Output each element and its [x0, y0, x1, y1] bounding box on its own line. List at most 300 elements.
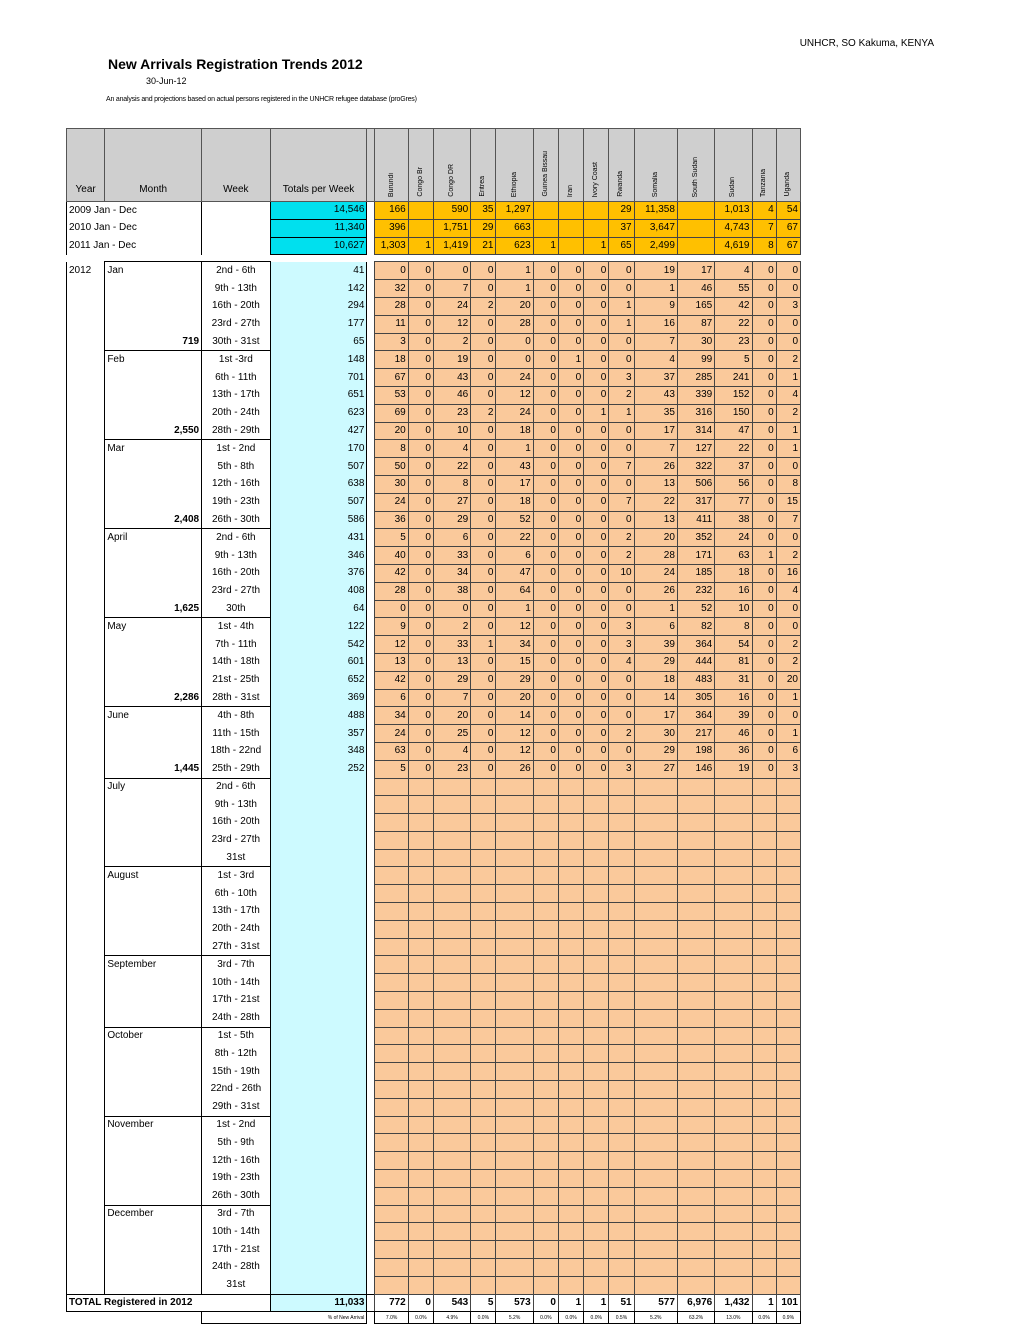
country-value: 2 [433, 618, 470, 636]
month-cell [105, 369, 202, 387]
week-row [67, 1276, 801, 1294]
week-total: 348 [270, 742, 367, 760]
country-value [634, 938, 677, 956]
country-value [375, 1116, 408, 1134]
country-value [634, 956, 677, 974]
spacer-cell [367, 1223, 375, 1241]
country-value: 0 [584, 689, 609, 707]
week-cell [202, 202, 271, 220]
week-label: 30th [202, 600, 271, 618]
week-total: 638 [270, 475, 367, 493]
week-label: 9th - 13th [202, 796, 271, 814]
spacer-cell [367, 404, 375, 422]
country-value [715, 1241, 752, 1259]
prior-year-row [67, 219, 801, 237]
country-value [715, 1259, 752, 1277]
country-value: 165 [677, 297, 714, 315]
country-value [677, 778, 714, 796]
country-value [408, 956, 433, 974]
country-value [677, 831, 714, 849]
week-label: 1st - 2nd [202, 440, 271, 458]
month-cell [105, 1134, 202, 1152]
country-value [752, 1259, 776, 1277]
week-label: 26th - 30th [202, 1187, 271, 1205]
country-value [634, 974, 677, 992]
month-cell [105, 1081, 202, 1099]
country-value: 12 [496, 386, 533, 404]
spacer-cell [367, 796, 375, 814]
year-cell [67, 1205, 105, 1223]
country-value: 0 [558, 582, 583, 600]
spacer-cell [367, 129, 375, 202]
country-header-label: Congo DR [448, 164, 456, 197]
percent-label: % of New Arrival [202, 1312, 367, 1324]
country-value [677, 920, 714, 938]
country-value: 0 [471, 671, 496, 689]
country-value: 506 [677, 475, 714, 493]
country-value: 0 [558, 742, 583, 760]
country-value [677, 1259, 714, 1277]
country-value: 28 [375, 582, 408, 600]
country-value [677, 1276, 714, 1294]
country-value: 24 [496, 369, 533, 387]
country-header-label: Sudan [729, 176, 737, 197]
year-cell [67, 280, 105, 298]
week-total [270, 778, 367, 796]
country-value: 15 [496, 653, 533, 671]
country-value [609, 1205, 634, 1223]
country-value: 483 [677, 671, 714, 689]
year-cell [67, 351, 105, 369]
page-title: New Arrivals Registration Trends 2012 [108, 56, 363, 72]
month-label: August [105, 867, 202, 885]
country-value: 0 [752, 404, 776, 422]
week-label: 28th - 31st [202, 689, 271, 707]
country-value: 24 [375, 493, 408, 511]
country-total: 573 [496, 1294, 533, 1312]
country-value [677, 1063, 714, 1081]
country-total: 0 [408, 1294, 433, 1312]
week-row [67, 867, 801, 885]
country-value [496, 974, 533, 992]
week-total: 41 [270, 262, 367, 280]
week-total [270, 1045, 367, 1063]
country-value: 0 [558, 600, 583, 618]
country-value [433, 920, 470, 938]
country-value [609, 920, 634, 938]
month-cell [105, 1241, 202, 1259]
week-label: 30th - 31st [202, 333, 271, 351]
country-value: 6 [634, 618, 677, 636]
country-value [496, 992, 533, 1010]
week-header: Week [202, 129, 271, 202]
week-total [270, 831, 367, 849]
year-cell [67, 547, 105, 565]
country-value [433, 992, 470, 1010]
spacer-cell [367, 1027, 375, 1045]
country-header [584, 129, 609, 202]
country-value: 0 [558, 493, 583, 511]
country-value: 23 [715, 333, 752, 351]
country-value: 0 [558, 315, 583, 333]
country-value [375, 1205, 408, 1223]
country-value: 46 [433, 386, 470, 404]
month-cell [105, 725, 202, 743]
week-total [270, 1081, 367, 1099]
country-value [584, 1081, 609, 1099]
week-total [270, 956, 367, 974]
country-value: 0 [471, 351, 496, 369]
week-row [67, 404, 801, 422]
country-value [533, 1009, 558, 1027]
country-value [471, 1259, 496, 1277]
month-label: July [105, 778, 202, 796]
country-value: 0 [471, 653, 496, 671]
week-label: 1st - 5th [202, 1027, 271, 1045]
week-total [270, 796, 367, 814]
arrivals-table-container [66, 128, 801, 1321]
country-value: 42 [715, 297, 752, 315]
country-header [609, 129, 634, 202]
country-value: 42 [375, 564, 408, 582]
country-value: 0 [471, 386, 496, 404]
country-value [375, 849, 408, 867]
spacer-cell [367, 1187, 375, 1205]
year-cell [67, 333, 105, 351]
country-value: 26 [634, 458, 677, 476]
country-value [776, 956, 800, 974]
country-header [408, 129, 433, 202]
country-value [715, 778, 752, 796]
country-value: 0 [558, 280, 583, 298]
country-value [375, 814, 408, 832]
year-cell [67, 920, 105, 938]
country-value: 0 [471, 618, 496, 636]
country-value [471, 885, 496, 903]
country-value: 36 [375, 511, 408, 529]
country-value: 0 [533, 404, 558, 422]
country-value [375, 1009, 408, 1027]
country-value: 0 [533, 440, 558, 458]
country-value [752, 831, 776, 849]
country-value [609, 903, 634, 921]
country-value [408, 814, 433, 832]
week-total: 357 [270, 725, 367, 743]
week-label: 18th - 22nd [202, 742, 271, 760]
country-value [533, 831, 558, 849]
week-label: 23rd - 27th [202, 582, 271, 600]
country-value: 10 [433, 422, 470, 440]
empty-cell [67, 1312, 202, 1324]
country-percent: 0.9% [776, 1312, 800, 1324]
country-value: 0 [752, 369, 776, 387]
country-header-label: Somalia [651, 171, 659, 197]
week-label: 24th - 28th [202, 1259, 271, 1277]
spacer-cell [367, 1081, 375, 1099]
prior-year-row [67, 202, 801, 220]
week-total: 294 [270, 297, 367, 315]
country-value [677, 1241, 714, 1259]
country-value [634, 1152, 677, 1170]
country-value: 0 [776, 333, 800, 351]
country-value: 150 [715, 404, 752, 422]
country-value: 63 [375, 742, 408, 760]
country-value [533, 1205, 558, 1223]
spacer-cell [367, 1116, 375, 1134]
country-value: 3 [609, 369, 634, 387]
week-total: 701 [270, 369, 367, 387]
spacer-cell [367, 440, 375, 458]
country-value [375, 796, 408, 814]
report-description: An analysis and projections based on actual persons registered in the UNHCR refugee database (proGres) [106, 96, 417, 103]
country-value [715, 814, 752, 832]
country-value [752, 1205, 776, 1223]
country-value: 0 [609, 422, 634, 440]
country-value: 18 [375, 351, 408, 369]
country-value: 0 [584, 297, 609, 315]
country-value: 0 [584, 475, 609, 493]
country-value: 0 [584, 351, 609, 369]
country-value [609, 814, 634, 832]
country-value: 1 [558, 351, 583, 369]
country-value: 14 [634, 689, 677, 707]
month-subtotal [105, 1276, 202, 1294]
country-value: 0 [584, 315, 609, 333]
week-total [270, 974, 367, 992]
country-value: 0 [558, 547, 583, 565]
country-value: 0 [752, 315, 776, 333]
country-value [677, 814, 714, 832]
country-value [634, 814, 677, 832]
country-value: 0 [471, 475, 496, 493]
country-value: 0 [533, 511, 558, 529]
country-value: 1 [776, 369, 800, 387]
country-value [471, 1063, 496, 1081]
country-value: 0 [752, 458, 776, 476]
week-total: 488 [270, 707, 367, 725]
country-total: 1 [558, 1294, 583, 1312]
country-value: 2,499 [634, 237, 677, 255]
country-value: 217 [677, 725, 714, 743]
country-value: 17 [634, 422, 677, 440]
country-value [752, 992, 776, 1010]
country-value: 16 [715, 582, 752, 600]
week-row [67, 778, 801, 796]
country-value [776, 849, 800, 867]
month-subtotal: 2,408 [105, 511, 202, 529]
country-value: 352 [677, 529, 714, 547]
country-value [375, 1259, 408, 1277]
week-label: 8th - 12th [202, 1045, 271, 1063]
week-label: 23rd - 27th [202, 831, 271, 849]
country-value [375, 1045, 408, 1063]
country-value: 1 [496, 280, 533, 298]
country-value: 2 [471, 297, 496, 315]
country-value: 28 [496, 315, 533, 333]
country-value: 0 [752, 600, 776, 618]
month-label: November [105, 1116, 202, 1134]
country-value: 0 [558, 564, 583, 582]
month-label: September [105, 956, 202, 974]
country-value [558, 956, 583, 974]
week-total: 542 [270, 636, 367, 654]
country-value: 0 [752, 636, 776, 654]
country-value [677, 867, 714, 885]
country-value [471, 814, 496, 832]
country-value [776, 831, 800, 849]
spacer-cell [367, 369, 375, 387]
week-label: 5th - 8th [202, 458, 271, 476]
month-subtotal [105, 1187, 202, 1205]
country-value: 63 [715, 547, 752, 565]
country-value: 24 [496, 404, 533, 422]
country-value [677, 796, 714, 814]
country-value [471, 1223, 496, 1241]
country-value [609, 938, 634, 956]
year-cell [67, 1027, 105, 1045]
country-value: 17 [677, 262, 714, 280]
country-value: 0 [558, 333, 583, 351]
country-header [634, 129, 677, 202]
country-value [433, 1259, 470, 1277]
month-subtotal: 1,625 [105, 600, 202, 618]
country-value: 0 [408, 511, 433, 529]
week-total: 586 [270, 511, 367, 529]
country-value: 18 [496, 493, 533, 511]
country-value: 0 [408, 297, 433, 315]
country-value [634, 831, 677, 849]
country-header-label: Rwanda [617, 171, 625, 197]
week-label: 1st - 4th [202, 618, 271, 636]
country-value [408, 1241, 433, 1259]
country-value: 29 [471, 219, 496, 237]
country-value [776, 885, 800, 903]
spacer-cell [367, 564, 375, 582]
country-value [609, 1259, 634, 1277]
country-value: 28 [634, 547, 677, 565]
week-total [270, 1187, 367, 1205]
spacer-cell [367, 636, 375, 654]
country-value: 0 [408, 618, 433, 636]
country-value [677, 219, 714, 237]
country-header [533, 129, 558, 202]
country-value [496, 1205, 533, 1223]
week-row [67, 671, 801, 689]
week-row [67, 920, 801, 938]
country-value: 0 [558, 422, 583, 440]
country-value [609, 831, 634, 849]
country-percent: 5.2% [634, 1312, 677, 1324]
year-cell [67, 814, 105, 832]
country-value: 0 [584, 386, 609, 404]
country-value: 339 [677, 386, 714, 404]
country-header [375, 129, 408, 202]
week-total [270, 1170, 367, 1188]
country-value: 29 [433, 511, 470, 529]
country-value [715, 974, 752, 992]
country-value: 34 [375, 707, 408, 725]
country-value [776, 814, 800, 832]
country-value: 13 [433, 653, 470, 671]
country-value: 0 [558, 636, 583, 654]
country-value [609, 1027, 634, 1045]
country-value: 18 [496, 422, 533, 440]
year-cell [67, 742, 105, 760]
month-cell [105, 885, 202, 903]
week-label: 19th - 23th [202, 1170, 271, 1188]
country-value [433, 1134, 470, 1152]
country-value [375, 778, 408, 796]
week-row [67, 742, 801, 760]
country-value [558, 1152, 583, 1170]
country-value: 171 [677, 547, 714, 565]
country-value [677, 992, 714, 1010]
week-row [67, 1223, 801, 1241]
country-value: 2 [609, 386, 634, 404]
country-value: 67 [776, 219, 800, 237]
country-value: 0 [408, 386, 433, 404]
week-total [270, 920, 367, 938]
country-value: 0 [584, 511, 609, 529]
country-value: 67 [776, 237, 800, 255]
week-total [270, 885, 367, 903]
country-value [584, 974, 609, 992]
country-value [471, 974, 496, 992]
country-total: 6,976 [677, 1294, 714, 1312]
month-subtotal [105, 1098, 202, 1116]
week-row [67, 547, 801, 565]
country-value [375, 1063, 408, 1081]
country-value: 0 [471, 440, 496, 458]
country-value [433, 1205, 470, 1223]
month-cell [105, 1152, 202, 1170]
country-value: 0 [558, 529, 583, 547]
month-cell [105, 386, 202, 404]
country-value [375, 1134, 408, 1152]
organization-label: UNHCR, SO Kakuma, KENYA [799, 38, 934, 49]
country-value [558, 1205, 583, 1223]
country-value: 1,013 [715, 202, 752, 220]
country-value [433, 1241, 470, 1259]
week-total [270, 1134, 367, 1152]
country-value: 0 [533, 653, 558, 671]
week-label: 1st - 2nd [202, 1116, 271, 1134]
country-value: 305 [677, 689, 714, 707]
country-value: 1 [471, 636, 496, 654]
country-value: 42 [375, 671, 408, 689]
country-value: 0 [471, 511, 496, 529]
country-value: 2 [433, 333, 470, 351]
country-value: 0 [533, 618, 558, 636]
country-value: 0 [584, 600, 609, 618]
country-value [715, 1098, 752, 1116]
country-value [609, 778, 634, 796]
country-value: 0 [752, 493, 776, 511]
country-value [408, 1152, 433, 1170]
country-value: 25 [433, 725, 470, 743]
spacer-cell [367, 920, 375, 938]
country-value [584, 938, 609, 956]
spacer-cell [367, 1276, 375, 1294]
country-value: 0 [408, 458, 433, 476]
country-value [496, 885, 533, 903]
country-value: 0 [408, 636, 433, 654]
country-value: 0 [776, 707, 800, 725]
week-total [270, 1009, 367, 1027]
country-value: 0 [408, 315, 433, 333]
country-value: 2 [609, 725, 634, 743]
country-value [408, 796, 433, 814]
